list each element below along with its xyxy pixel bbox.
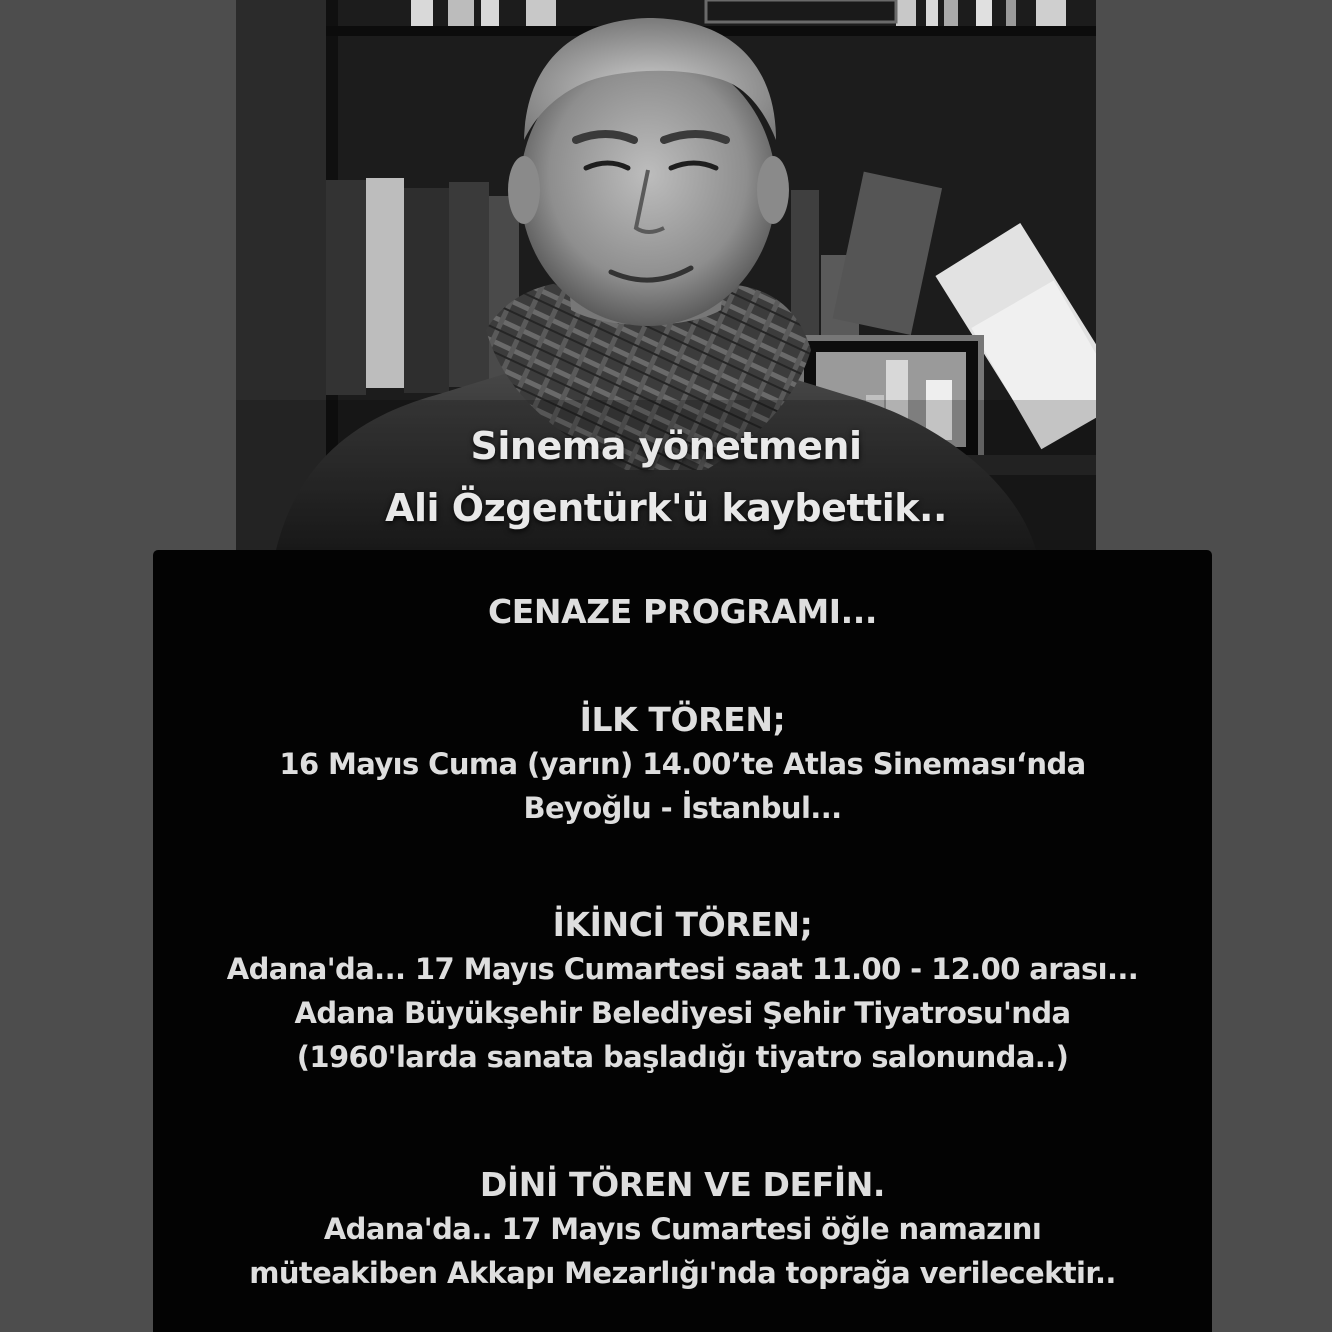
second-ceremony-line: Adana'da... 17 Mayıs Cumartesi saat 11.00 - 12.00 arası... xyxy=(226,952,1139,986)
first-ceremony-line: 16 Mayıs Cuma (yarın) 14.00’te Atlas Sineması‘nda xyxy=(279,747,1086,781)
second-ceremony-line: Adana Büyükşehir Belediyesi Şehir Tiyatrosu'nda xyxy=(294,996,1071,1030)
religious-ceremony-line: müteakiben Akkapı Mezarlığı'nda toprağa verilecektir.. xyxy=(249,1256,1116,1290)
headline-line-2: Ali Özgentürk'ü kaybettik.. xyxy=(385,486,947,530)
program-title: CENAZE PROGRAMI... xyxy=(487,592,878,631)
first-ceremony-line: Beyoğlu - İstanbul... xyxy=(523,791,842,825)
second-ceremony-heading: İKİNCİ TÖREN; xyxy=(552,905,813,944)
first-ceremony-heading: İLK TÖREN; xyxy=(579,700,786,739)
funeral-program-panel xyxy=(153,550,1212,1332)
second-ceremony-line: (1960'larda sanata başladığı tiyatro salonunda..) xyxy=(296,1040,1069,1074)
headline-line-1: Sinema yönetmeni xyxy=(470,424,862,468)
religious-ceremony-heading: DİNİ TÖREN VE DEFİN. xyxy=(479,1165,886,1204)
religious-ceremony-line: Adana'da.. 17 Mayıs Cumartesi öğle namazını xyxy=(323,1212,1042,1246)
